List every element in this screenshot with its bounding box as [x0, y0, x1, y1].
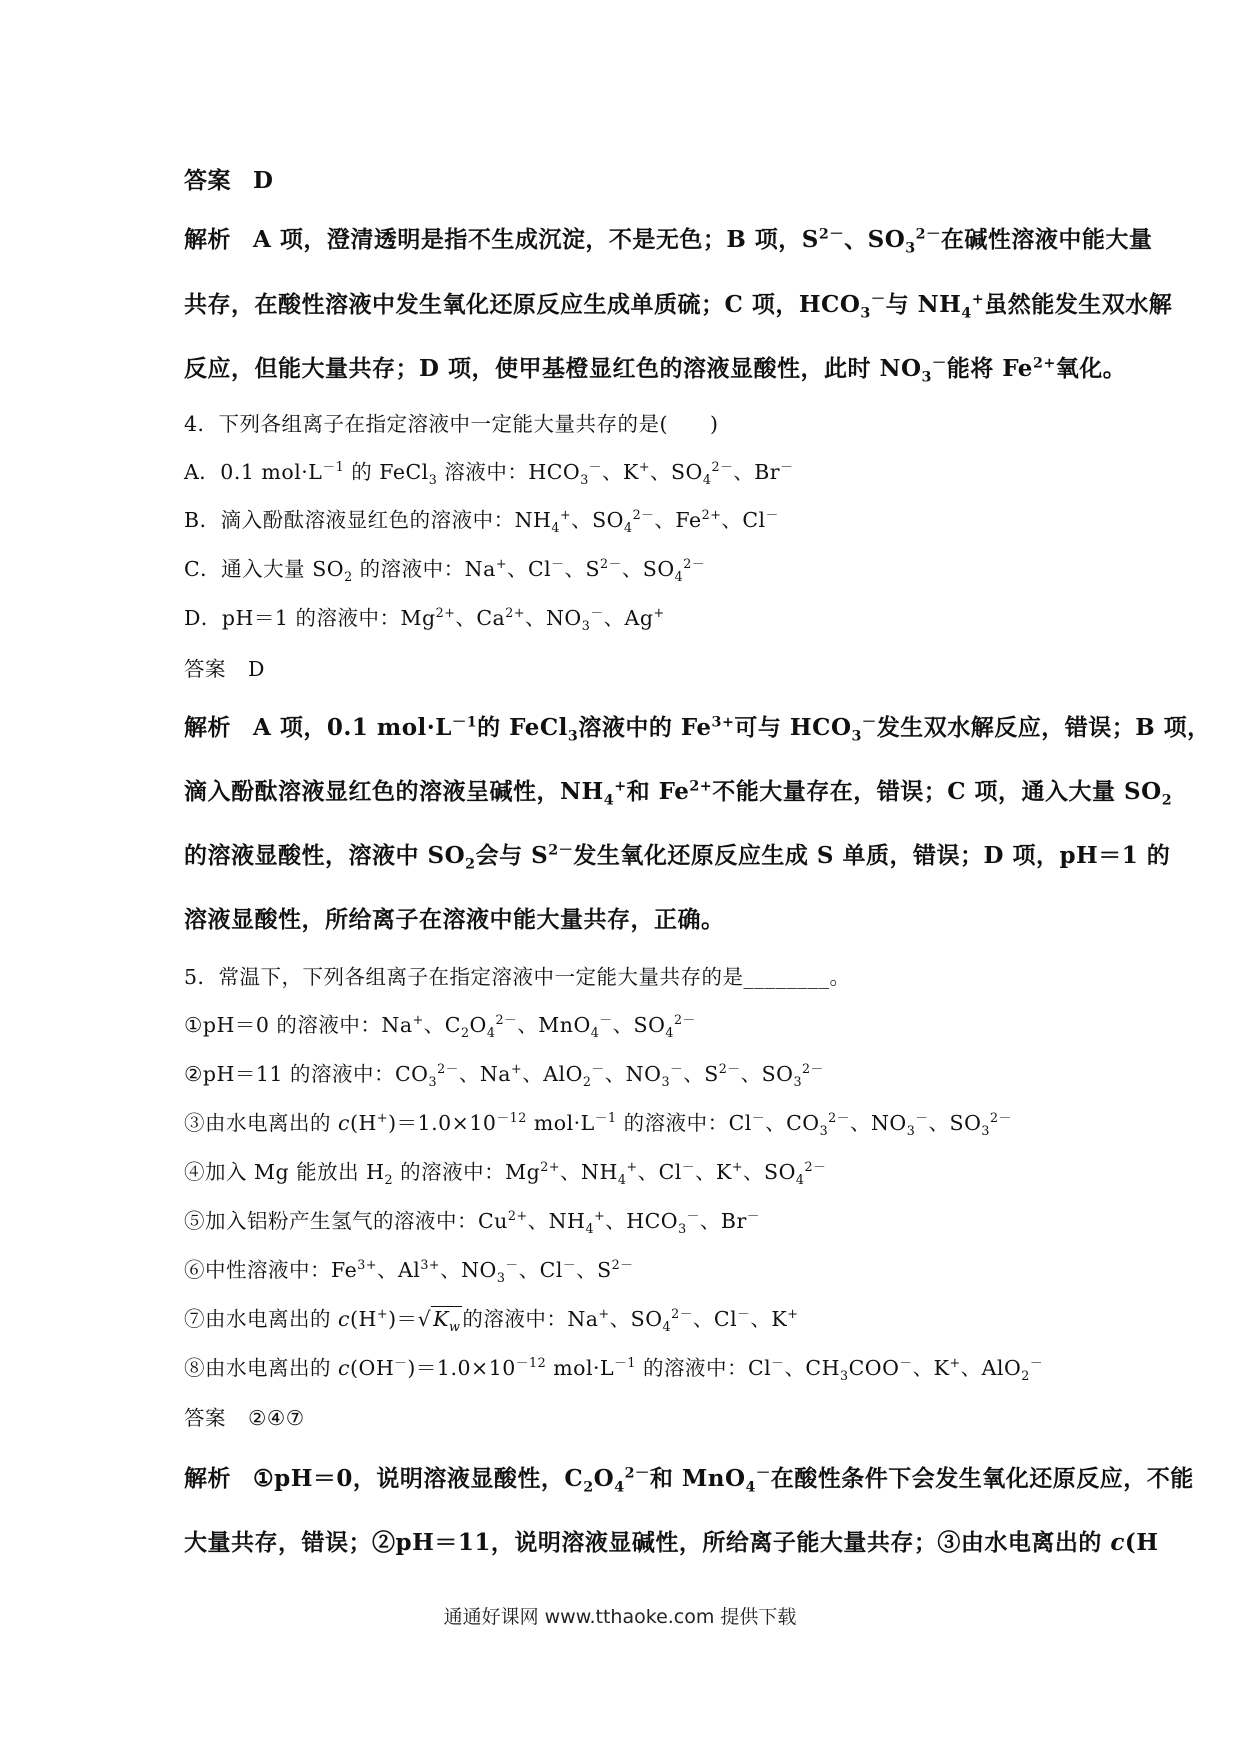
q4-stem: 4．下列各组离子在指定溶液中一定能大量共存的是( ) — [184, 412, 719, 436]
answer-value: D — [253, 167, 274, 194]
q5-analysis-line-1: 解析 ①pH＝0，说明溶液显酸性，$C_2O_4^{2-}$和 MnO$_4$－在酸性条件下会发生氧化还原反应，不能 — [184, 1465, 1194, 1496]
q4-analysis-line-4: 溶液显酸性，所给离子在溶液中能大量共存，正确。 — [184, 906, 725, 933]
q4-analysis-line-3: 的溶液显酸性，溶液中 $SO_2$会与 $S^{2-}$发生氧化还原反应生成 S 单质，错误；D 项，pH＝1 的 — [184, 842, 1171, 873]
q3-analysis-line-3: 反应，但能大量共存；D 项，使甲基橙显红色的溶液显酸性，此时 $NO_3^-$能将 $Fe^{2+}$氧化。 — [184, 355, 1127, 386]
q4-option-d: D．pH＝1 的溶液中：$Mg^{2+}$、$Ca^{2+}$、$NO_3^-$、Ag+ — [184, 605, 665, 634]
q4-analysis-line-2: 滴入酚酞溶液显红色的溶液呈碱性，$NH_4^+$和 $Fe^{2+}$不能大量存在，错误；C 项，通入大量 $SO_2$ — [184, 778, 1173, 809]
analysis-label: 解析 — [184, 1465, 231, 1492]
q5-answer-line — [184, 1401, 305, 1431]
answer-label: 答案 — [184, 657, 226, 681]
answer-value: ②④⑦ — [248, 1406, 305, 1430]
q3-answer-line — [184, 162, 273, 195]
q5-item-8: ⑧由水电离出的 $c(OH^-)=1.0\times 10^{-12}$ $mol\cdot L^{-1}$ 的溶液中：Cl－、$CH_3COO^-$、K+、AlO$_2$－ — [184, 1355, 1044, 1384]
q3-analysis-line-1: 解析 A 项，澄清透明是指不生成沉淀，不是无色；B 项，$S^{2-}$、$SO_3^{2-}$在碱性溶液中能大量 — [184, 226, 1153, 257]
sqrt-radicand: $K_w$ — [433, 1307, 461, 1335]
q5-stem: 5．常温下，下列各组离子在指定溶液中一定能大量共存的是________。 — [184, 965, 851, 989]
page-footer: 通通好课网 www.tthaoke.com 提供下载 — [443, 1606, 797, 1628]
q5-item-1: ①pH＝0 的溶液中：Na+、$C_2O_4^{2-}$、MnO$_4$－、$SO_4^{2-}$ — [184, 1012, 696, 1041]
q4-option-c: C．通入大量 $SO_2$ 的溶液中：Na+、Cl－、$S^{2-}$、$SO_4^{2-}$ — [184, 556, 706, 585]
sqrt-symbol: √ — [417, 1307, 432, 1331]
q5-item-4: ④加入 Mg 能放出 $H_2$ 的溶液中：$Mg^{2+}$、$NH_4^+$、Cl－、K+、$SO_4^{2-}$ — [184, 1159, 827, 1188]
q4-answer-line — [184, 652, 265, 682]
answer-label: 答案 — [184, 167, 231, 194]
analysis-label: 解析 — [184, 714, 231, 741]
q5-item-2: ②pH＝11 的溶液中：$CO_3^{2-}$、Na+、AlO$_2$－、$NO_3^-$、$S^{2-}$、$SO_3^{2-}$ — [184, 1061, 824, 1090]
q4-analysis-line-1: 解析 A 项，0.1 $mol\cdot L^{-1}$的 FeCl$_3$溶液中的 $Fe^{3+}$可与 $HCO_3^-$发生双水解反应，错误；B 项， — [184, 714, 1211, 745]
q5-item-6: ⑥中性溶液中：$Fe^{3+}$、$Al^{3+}$、$NO_3^-$、Cl－、$S^{2-}$ — [184, 1257, 634, 1286]
q4-option-b: B．滴入酚酞溶液显红色的溶液中：$NH_4^+$、$SO_4^{2-}$、$Fe^{2+}$、Cl－ — [184, 507, 779, 536]
answer-label: 答案 — [184, 1406, 226, 1430]
q3-analysis-line-2: 共存，在酸性溶液中发生氧化还原反应生成单质硫；C 项，$HCO_3^-$与 $NH_4^+$虽然能发生双水解 — [184, 291, 1173, 322]
q4-option-a: A．0.1 $mol\cdot L^{-1}$ 的 FeCl$_3$ 溶液中：$HCO_3^-$、K+、$SO_4^{2-}$、Br－ — [184, 459, 794, 488]
answer-value: D — [248, 657, 265, 681]
analysis-label: 解析 — [184, 226, 231, 253]
q5-item-7: ⑦由水电离出的 $c(H^+)=√K_w$的溶液中：Na+、$SO_4^{2-}$、Cl－、K+ — [184, 1306, 799, 1335]
q5-item-5: ⑤加入铝粉产生氢气的溶液中：$Cu^{2+}$、$NH_4^+$、$HCO_3^-$、Br－ — [184, 1208, 760, 1237]
q5-item-3: ③由水电离出的 $c(H^+)=1.0\times 10^{-12}$ $mol\cdot L^{-1}$ 的溶液中：Cl－、$CO_3^{2-}$、$NO_3^-$、$SO_3^{2-}$ — [184, 1110, 1012, 1139]
q5-analysis-line-2: 大量共存，错误；②pH＝11，说明溶液显碱性，所给离子能大量共存；③由水电离出的 c(H — [184, 1529, 1159, 1556]
